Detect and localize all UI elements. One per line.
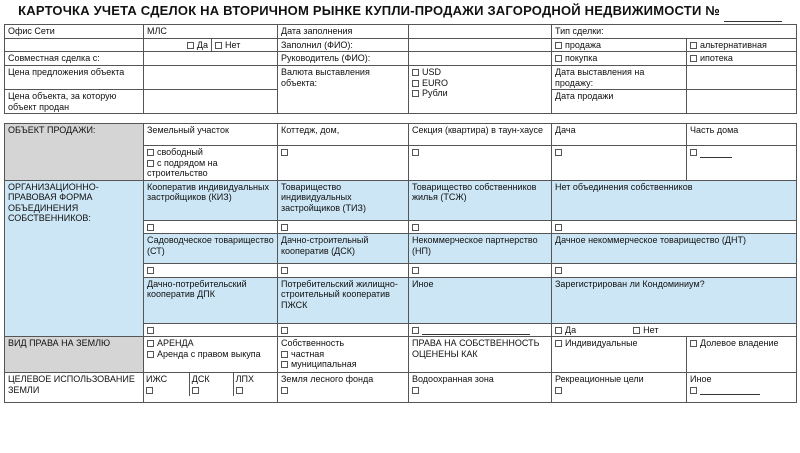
checkbox[interactable] [281, 361, 288, 368]
checkbox[interactable] [412, 387, 419, 394]
checkbox[interactable] [281, 267, 288, 274]
org-other-label: Иное [409, 277, 552, 323]
form-title [0, 0, 800, 22]
org-form-label: ОРГАНИЗАЦИОННО-ПРАВОВАЯ ФОРМА ОБЪЕДИНЕНИЯ СОБСТВЕННИКОВ: [5, 180, 144, 337]
filled-by-field[interactable] [409, 38, 552, 52]
land-contractor-option[interactable] [147, 158, 274, 179]
rights-shared-option[interactable] [687, 337, 797, 373]
rights-shared-label: Долевое владение [700, 338, 779, 348]
use-lph-option [233, 373, 277, 396]
checkbox[interactable] [146, 387, 153, 394]
org-kiz-check[interactable] [144, 220, 278, 234]
land-contractor-label: с подрядом на строительство [147, 157, 218, 178]
checkbox[interactable] [281, 224, 288, 231]
lease-buyout-label: Аренда с правом выкупа [157, 348, 261, 359]
form-number-field[interactable] [724, 21, 782, 22]
ownership-private-label: частная [291, 348, 325, 359]
checkbox[interactable] [147, 224, 154, 231]
checkbox[interactable] [147, 351, 154, 358]
currency-options [409, 66, 552, 114]
deal-mortgage-label: ипотека [700, 53, 733, 63]
sale-date-label: Дата продажи [552, 90, 687, 114]
checkbox[interactable] [555, 340, 562, 347]
org-other-field[interactable] [422, 334, 530, 335]
checkbox[interactable] [555, 267, 562, 274]
rights-individual-label: Индивидуальные [565, 338, 638, 348]
object-cottage-label: Коттедж, дом, [278, 124, 409, 146]
currency-usd-option[interactable] [412, 67, 548, 78]
land-use-inner-table [144, 373, 277, 396]
checkbox[interactable] [412, 80, 419, 87]
land-rights-label: ВИД ПРАВА НА ЗЕМЛЮ [5, 337, 144, 373]
condo-yes-option[interactable] [555, 325, 576, 335]
ownership-municipal-label: муниципальная [291, 359, 357, 369]
org-none-check[interactable] [552, 220, 797, 234]
deal-sale-label: продажа [565, 39, 601, 50]
checkbox[interactable] [633, 327, 640, 334]
org-dsk-check[interactable] [278, 264, 409, 278]
org-dpk-label: Дачно-потребительский кооператив ДПК [144, 277, 278, 323]
object-land-label: Земельный участок [144, 124, 278, 146]
mls-no-label: Нет [225, 39, 241, 50]
house-part-field[interactable] [700, 157, 732, 158]
checkbox[interactable] [690, 149, 697, 156]
use-recreation-option [552, 373, 687, 403]
checkbox[interactable] [412, 69, 419, 76]
object-land-options [144, 146, 278, 181]
offer-price-field[interactable] [144, 66, 278, 90]
org-other-check[interactable] [409, 323, 552, 337]
org-tszh-label: Товарищество собственников жилья (ТСЖ) [409, 180, 552, 220]
main-table [4, 123, 797, 403]
condo-answer [552, 323, 797, 337]
land-free-option[interactable] [147, 147, 274, 158]
org-np-check[interactable] [409, 264, 552, 278]
org-kiz-label: Кооператив индивидуальных застройщиков (КИЗ) [144, 180, 278, 220]
checkbox[interactable] [147, 340, 154, 347]
org-pzhsk-check[interactable] [278, 323, 409, 337]
condo-question: Зарегистрирован ли Кондоминиум? [552, 277, 797, 323]
land-free-label: свободный [157, 147, 203, 157]
org-tiz-check[interactable] [278, 220, 409, 234]
checkbox[interactable] [412, 327, 419, 334]
mls-label: МЛС [144, 25, 278, 39]
checkbox[interactable] [192, 387, 199, 394]
land-use-subcategories [144, 373, 278, 403]
rights-valued-label: ПРАВА НА СОБСТВЕННОСТЬ ОЦЕНЕНЫ КАК [409, 337, 552, 373]
header-table [4, 24, 797, 114]
checkbox[interactable] [147, 327, 154, 334]
use-lph-label: ЛПХ [235, 374, 254, 384]
use-dsk-label: ДСК [191, 374, 210, 384]
checkbox[interactable] [215, 42, 222, 49]
condo-no-label: Нет [643, 324, 659, 335]
mls-yes-label: Да [196, 39, 208, 50]
land-use-label: ЦЕЛЕВОЕ ИСПОЛЬЗОВАНИЕ ЗЕМЛИ [5, 373, 144, 403]
org-dsk-label: Дачно-строительный кооператив (ДСК) [278, 234, 409, 264]
ownership-private-option[interactable] [281, 349, 405, 360]
object-house-part-check[interactable] [687, 146, 797, 181]
object-dacha-check[interactable] [552, 146, 687, 181]
use-dsk-option [189, 373, 233, 396]
rights-lease-options [144, 337, 278, 373]
checkbox[interactable] [147, 149, 154, 156]
deal-mortgage-option[interactable] [687, 52, 797, 66]
use-water-option [409, 373, 552, 403]
rights-ownership-options [278, 337, 409, 373]
use-other-field[interactable] [700, 394, 760, 395]
checkbox[interactable] [281, 327, 288, 334]
office-label: Офис Сети [5, 25, 144, 39]
object-cottage-check[interactable] [278, 146, 409, 181]
deal-alternative-label: альтернативная [700, 39, 767, 50]
checkbox[interactable] [690, 340, 697, 347]
lease-label: АРЕНДА [157, 338, 194, 348]
condo-no-option[interactable] [633, 325, 658, 335]
use-water-label: Водоохранная зона [412, 374, 494, 384]
checkbox[interactable] [555, 55, 562, 62]
checkbox[interactable] [187, 42, 194, 49]
use-forest-option [278, 373, 409, 403]
object-section-check[interactable] [409, 146, 552, 181]
checkbox[interactable] [412, 90, 419, 97]
sale-date-field[interactable] [687, 90, 797, 114]
checkbox[interactable] [555, 327, 562, 334]
lease-option[interactable] [147, 338, 274, 349]
currency-label: Валюта выставления объекта: [278, 66, 409, 114]
checkbox[interactable] [281, 387, 288, 394]
org-st-label: Садоводческое товарищество (СТ) [144, 234, 278, 264]
checkbox[interactable] [555, 387, 562, 394]
object-house-part-label: Часть дома [687, 124, 797, 146]
checkbox[interactable] [690, 387, 697, 394]
checkbox[interactable] [412, 149, 419, 156]
joint-deal-field[interactable] [144, 52, 278, 66]
org-none-label: Нет объединения собственников [552, 180, 797, 220]
listing-date-field[interactable] [687, 66, 797, 90]
sold-price-label: Цена объекта, за которую объект продан [5, 90, 144, 114]
lease-buyout-option[interactable] [147, 349, 274, 360]
mls-yes-option[interactable] [144, 38, 212, 52]
org-dnt-label: Дачное некоммерческое товарищество (ДНТ) [552, 234, 797, 264]
object-section-label: ОБЪЕКТ ПРОДАЖИ: [5, 124, 144, 181]
checkbox[interactable] [412, 267, 419, 274]
deal-purchase-option[interactable] [552, 52, 687, 66]
mls-no-option[interactable] [212, 38, 278, 52]
use-recreation-label: Рекреационные цели [555, 374, 644, 384]
checkbox[interactable] [281, 351, 288, 358]
ownership-label: Собственность [281, 338, 345, 348]
checkbox[interactable] [690, 42, 697, 49]
condo-yes-label: Да [565, 324, 577, 335]
manager-field[interactable] [409, 52, 552, 66]
org-dpk-check[interactable] [144, 323, 278, 337]
offer-price-label: Цена предложения объекта [5, 66, 144, 90]
org-dnt-check[interactable] [552, 264, 797, 278]
use-izhs-option [144, 373, 189, 396]
checkbox[interactable] [281, 149, 288, 156]
checkbox[interactable] [555, 42, 562, 49]
manager-label: Руководитель (ФИО): [278, 52, 409, 66]
object-section-townhouse-label: Секция (квартира) в таун-хаусе [409, 124, 552, 146]
use-forest-label: Земля лесного фонда [281, 374, 374, 384]
rights-individual-option[interactable] [552, 337, 687, 373]
deal-alternative-option[interactable] [687, 38, 797, 52]
org-tiz-label: Товарищество индивидуальных застройщиков (ТИЗ) [278, 180, 409, 220]
org-tszh-check[interactable] [409, 220, 552, 234]
currency-euro-option[interactable] [412, 78, 548, 89]
checkbox[interactable] [147, 160, 154, 167]
checkbox[interactable] [555, 224, 562, 231]
object-dacha-label: Дача [552, 124, 687, 146]
deal-type-label: Тип сделки: [552, 25, 797, 39]
checkbox[interactable] [236, 387, 243, 394]
org-pzhsk-label: Потребительский жилищно-строительный кооператив ПЖСК [278, 277, 409, 323]
use-other-label: Иное [690, 374, 712, 384]
joint-deal-label: Совместная сделка с: [5, 52, 144, 66]
use-other-option [687, 373, 797, 403]
deal-sale-option[interactable] [552, 38, 687, 52]
sold-price-field[interactable] [144, 90, 278, 114]
currency-usd-label: USD [422, 67, 442, 77]
form-page [4, 24, 796, 403]
deal-purchase-label: покупка [565, 53, 598, 63]
listing-date-label: Дата выставления на продажу: [552, 66, 687, 90]
ownership-municipal-option[interactable] [281, 359, 405, 370]
checkbox[interactable] [147, 267, 154, 274]
org-st-check[interactable] [144, 264, 278, 278]
fill-date-field[interactable] [409, 25, 552, 39]
checkbox[interactable] [555, 149, 562, 156]
form-title-text: КАРТОЧКА УЧЕТА СДЕЛОК НА ВТОРИЧНОМ РЫНКЕ КУПЛИ-ПРОДАЖИ ЗАГОРОДНОЙ НЕДВИЖИМОСТИ № [18, 3, 720, 18]
use-izhs-label: ИЖС [146, 374, 168, 384]
checkbox[interactable] [690, 55, 697, 62]
office-field[interactable] [5, 38, 144, 52]
org-np-label: Некоммерческое партнерство (НП) [409, 234, 552, 264]
currency-rub-label: Рубли [422, 88, 448, 98]
fill-date-label: Дата заполнения [278, 25, 409, 39]
currency-euro-label: EURO [422, 77, 449, 88]
currency-rub-option[interactable] [412, 88, 548, 99]
checkbox[interactable] [412, 224, 419, 231]
filled-by-label: Заполнил (ФИО): [278, 38, 409, 52]
